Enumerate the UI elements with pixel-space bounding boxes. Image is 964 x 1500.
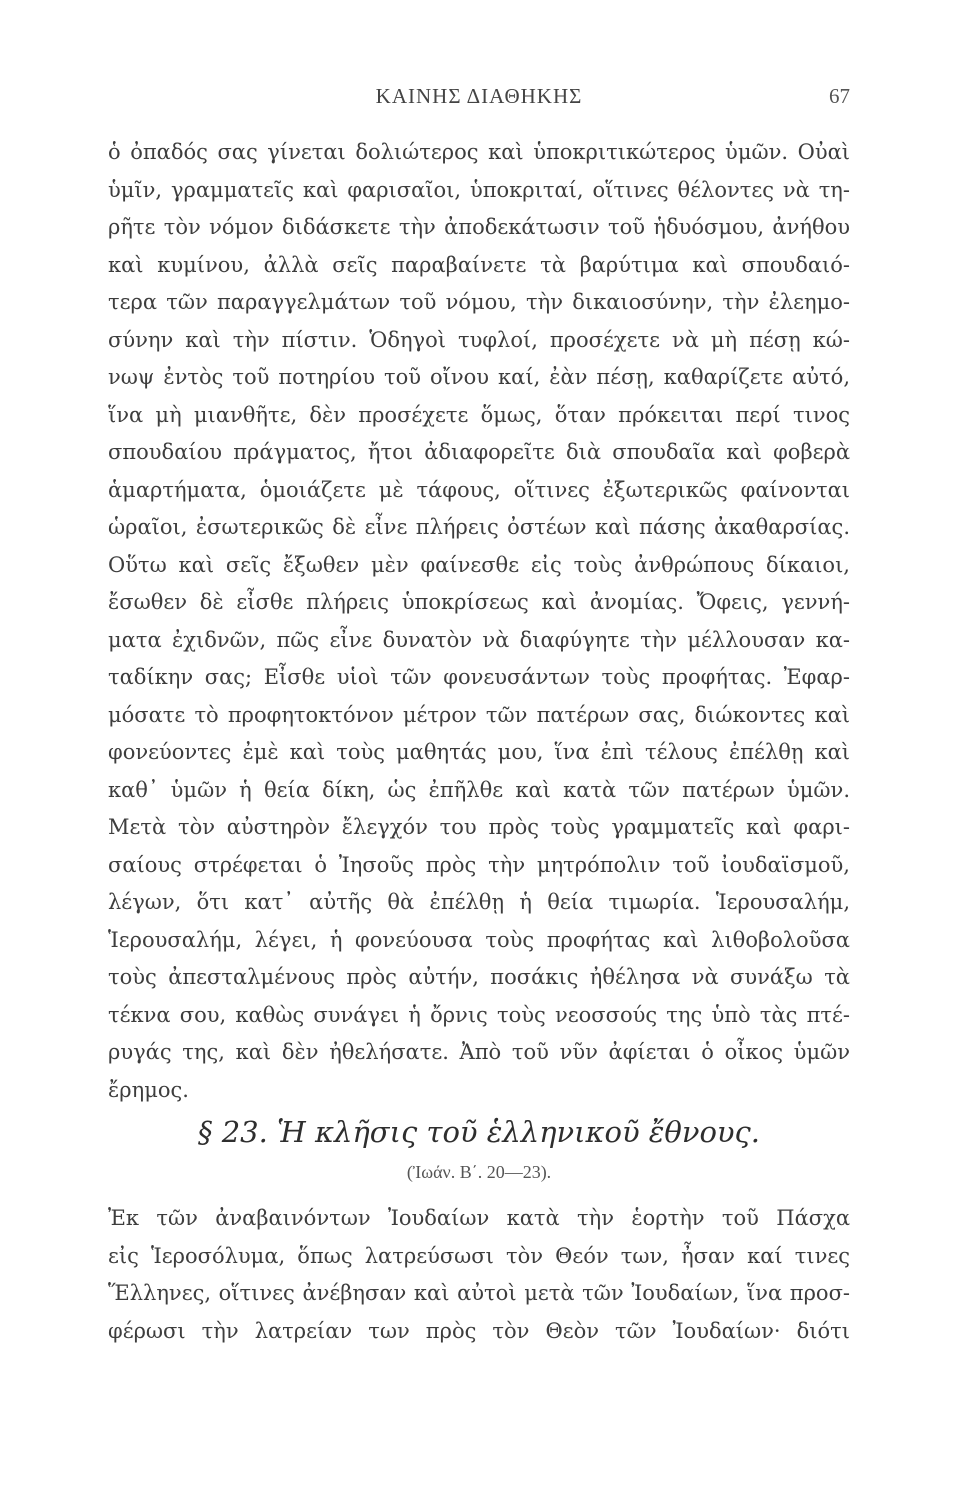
text-line: Ἐκ τῶν ἀναβαινόντων Ἰουδαίων κατὰ τὴν ἑορτὴν τοῦ Πάσχα xyxy=(108,1206,850,1230)
text-line: σύνην καὶ τὴν πίστιν. Ὁδηγοὶ τυφλοί, προσέχετε νὰ μὴ πέσῃ κώ- xyxy=(108,327,850,352)
text-line: μόσατε τὸ προφητοκτόνον μέτρον τῶν πατέρων σας, διώκοντες καὶ xyxy=(108,702,850,727)
text-line: ἔσωθεν δὲ εἶσθε πλήρεις ὑποκρίσεως καὶ ἀνομίας. Ὄφεις, γεννή- xyxy=(108,590,850,614)
text-line: τοὺς ἀπεσταλμένους πρὸς αὐτήν, ποσάκις ἠθέλησα νὰ συνάξω τὰ xyxy=(108,965,850,989)
text-line: ἁμαρτήματα, ὁμοιάζετε μὲ τάφους, οἵτινες ἐξωτερικῶς φαίνονται xyxy=(108,477,850,502)
text-line: ταδίκην σας; Εἶσθε υἱοὶ τῶν φονευσάντων τοὺς προφήτας. Ἐφαρ- xyxy=(108,665,850,689)
text-line: ὡραῖοι, ἐσωτερικῶς δὲ εἶνε πλήρεις ὀστέων καὶ πάσης ἀκαθαρσίας. xyxy=(108,515,850,539)
text-line: ρῆτε τὸν νόμον διδάσκετε τὴν ἀποδεκάτωσιν τοῦ ἡδυόσμου, ἀνήθου xyxy=(108,215,850,239)
text-line: ὑμῖν, γραμματεῖς καὶ φαρισαῖοι, ὑποκριταί, οἵτινες θέλοντες νὰ τη- xyxy=(108,177,850,202)
text-line: τέκνα σου, καθὼς συνάγει ἡ ὄρνις τοὺς νεοσσούς της ὑπὸ τὰς πτέ- xyxy=(108,1002,850,1027)
text-line: τερα τῶν παραγγελμάτων τοῦ νόμου, τὴν δικαιοσύνην, τὴν ἐλεημο- xyxy=(108,290,850,314)
text-line: ἔρημος. xyxy=(108,1077,189,1102)
text-line: φέρωσι τὴν λατρείαν των πρὸς τὸν Θεὸν τῶν Ἰουδαίων· διότι xyxy=(108,1318,850,1343)
text-line: ὁ ὀπαδός σας γίνεται δολιώτερος καὶ ὑποκριτικώτερος ὑμῶν. Οὐαὶ xyxy=(108,140,850,164)
text-line: ἵνα μὴ μιανθῆτε, δὲν προσέχετε ὅμως, ὅταν πρόκειται περί τινος xyxy=(108,402,850,427)
running-head xyxy=(108,84,850,114)
section-heading: § 23. Ἡ κλῆσις τοῦ ἑλληνικοῦ ἔθνους. xyxy=(197,1115,761,1149)
text-line: Ἕλληνες, οἵτινες ἀνέβησαν καὶ αὐτοὶ μετὰ τῶν Ἰουδαίων, ἵνα προσ- xyxy=(108,1281,850,1305)
running-title: ΚΑΙΝΗΣ ΔΙΑΘΗΚΗΣ xyxy=(375,84,583,108)
page-number: 67 xyxy=(829,84,850,108)
text-line: φονεύοντες ἐμὲ καὶ τοὺς μαθητάς μου, ἵνα ἐπὶ τέλους ἐπέλθῃ καὶ xyxy=(108,740,850,764)
text-line: ματα ἐχιδνῶν, πῶς εἶνε δυνατὸν νὰ διαφύγητε τὴν μέλλουσαν κα- xyxy=(108,627,850,652)
text-line: λέγων, ὅτι κατ᾽ αὐτῆς θὰ ἐπέλθῃ ἡ θεία τιμωρία. Ἱερουσαλήμ, xyxy=(108,890,850,914)
text-line: νωψ ἐντὸς τοῦ ποτηρίου τοῦ οἴνου καί, ἐὰν πέσῃ, καθαρίζετε αὐτό, xyxy=(108,365,850,389)
text-line: Μετὰ τὸν αὐστηρὸν ἔλεγχόν του πρὸς τοὺς γραμματεῖς καὶ φαρι- xyxy=(108,815,850,839)
text-line: ρυγάς της, καὶ δὲν ἠθελήσατε. Ἀπὸ τοῦ νῦν ἀφίεται ὁ οἶκος ὑμῶν xyxy=(108,1040,850,1064)
body-text-passage-2 xyxy=(108,1200,850,1350)
text-line: Ἱερουσαλήμ, λέγει, ἡ φονεύουσα τοὺς προφήτας καὶ λιθοβολοῦσα xyxy=(108,927,850,952)
text-line: καὶ κυμίνου, ἀλλὰ σεῖς παραβαίνετε τὰ βαρύτιμα καὶ σπουδαιό- xyxy=(108,252,850,277)
body-text-passage-1 xyxy=(108,134,850,1109)
text-line: καθ᾽ ὑμῶν ἡ θεία δίκη, ὡς ἐπῆλθε καὶ κατὰ τῶν πατέρων ὑμῶν. xyxy=(108,777,850,802)
text-line: σαίους στρέφεται ὁ Ἰησοῦς πρὸς τὴν μητρόπολιν τοῦ ἰουδαϊσμοῦ, xyxy=(108,852,850,877)
text-line: Οὕτω καὶ σεῖς ἔξωθεν μὲν φαίνεσθε εἰς τοὺς ἀνθρώπους δίκαιοι, xyxy=(108,552,850,577)
scripture-reference: (Ἰωάν. Β΄. 20—23). xyxy=(406,1162,552,1182)
text-line: εἰς Ἱεροσόλυμα, ὅπως λατρεύσωσι τὸν Θεόν των, ἦσαν καί τινες xyxy=(108,1243,850,1268)
text-line: σπουδαίου πράγματος, ἤτοι ἀδιαφορεῖτε διὰ σπουδαῖα καὶ φοβερὰ xyxy=(108,440,850,464)
